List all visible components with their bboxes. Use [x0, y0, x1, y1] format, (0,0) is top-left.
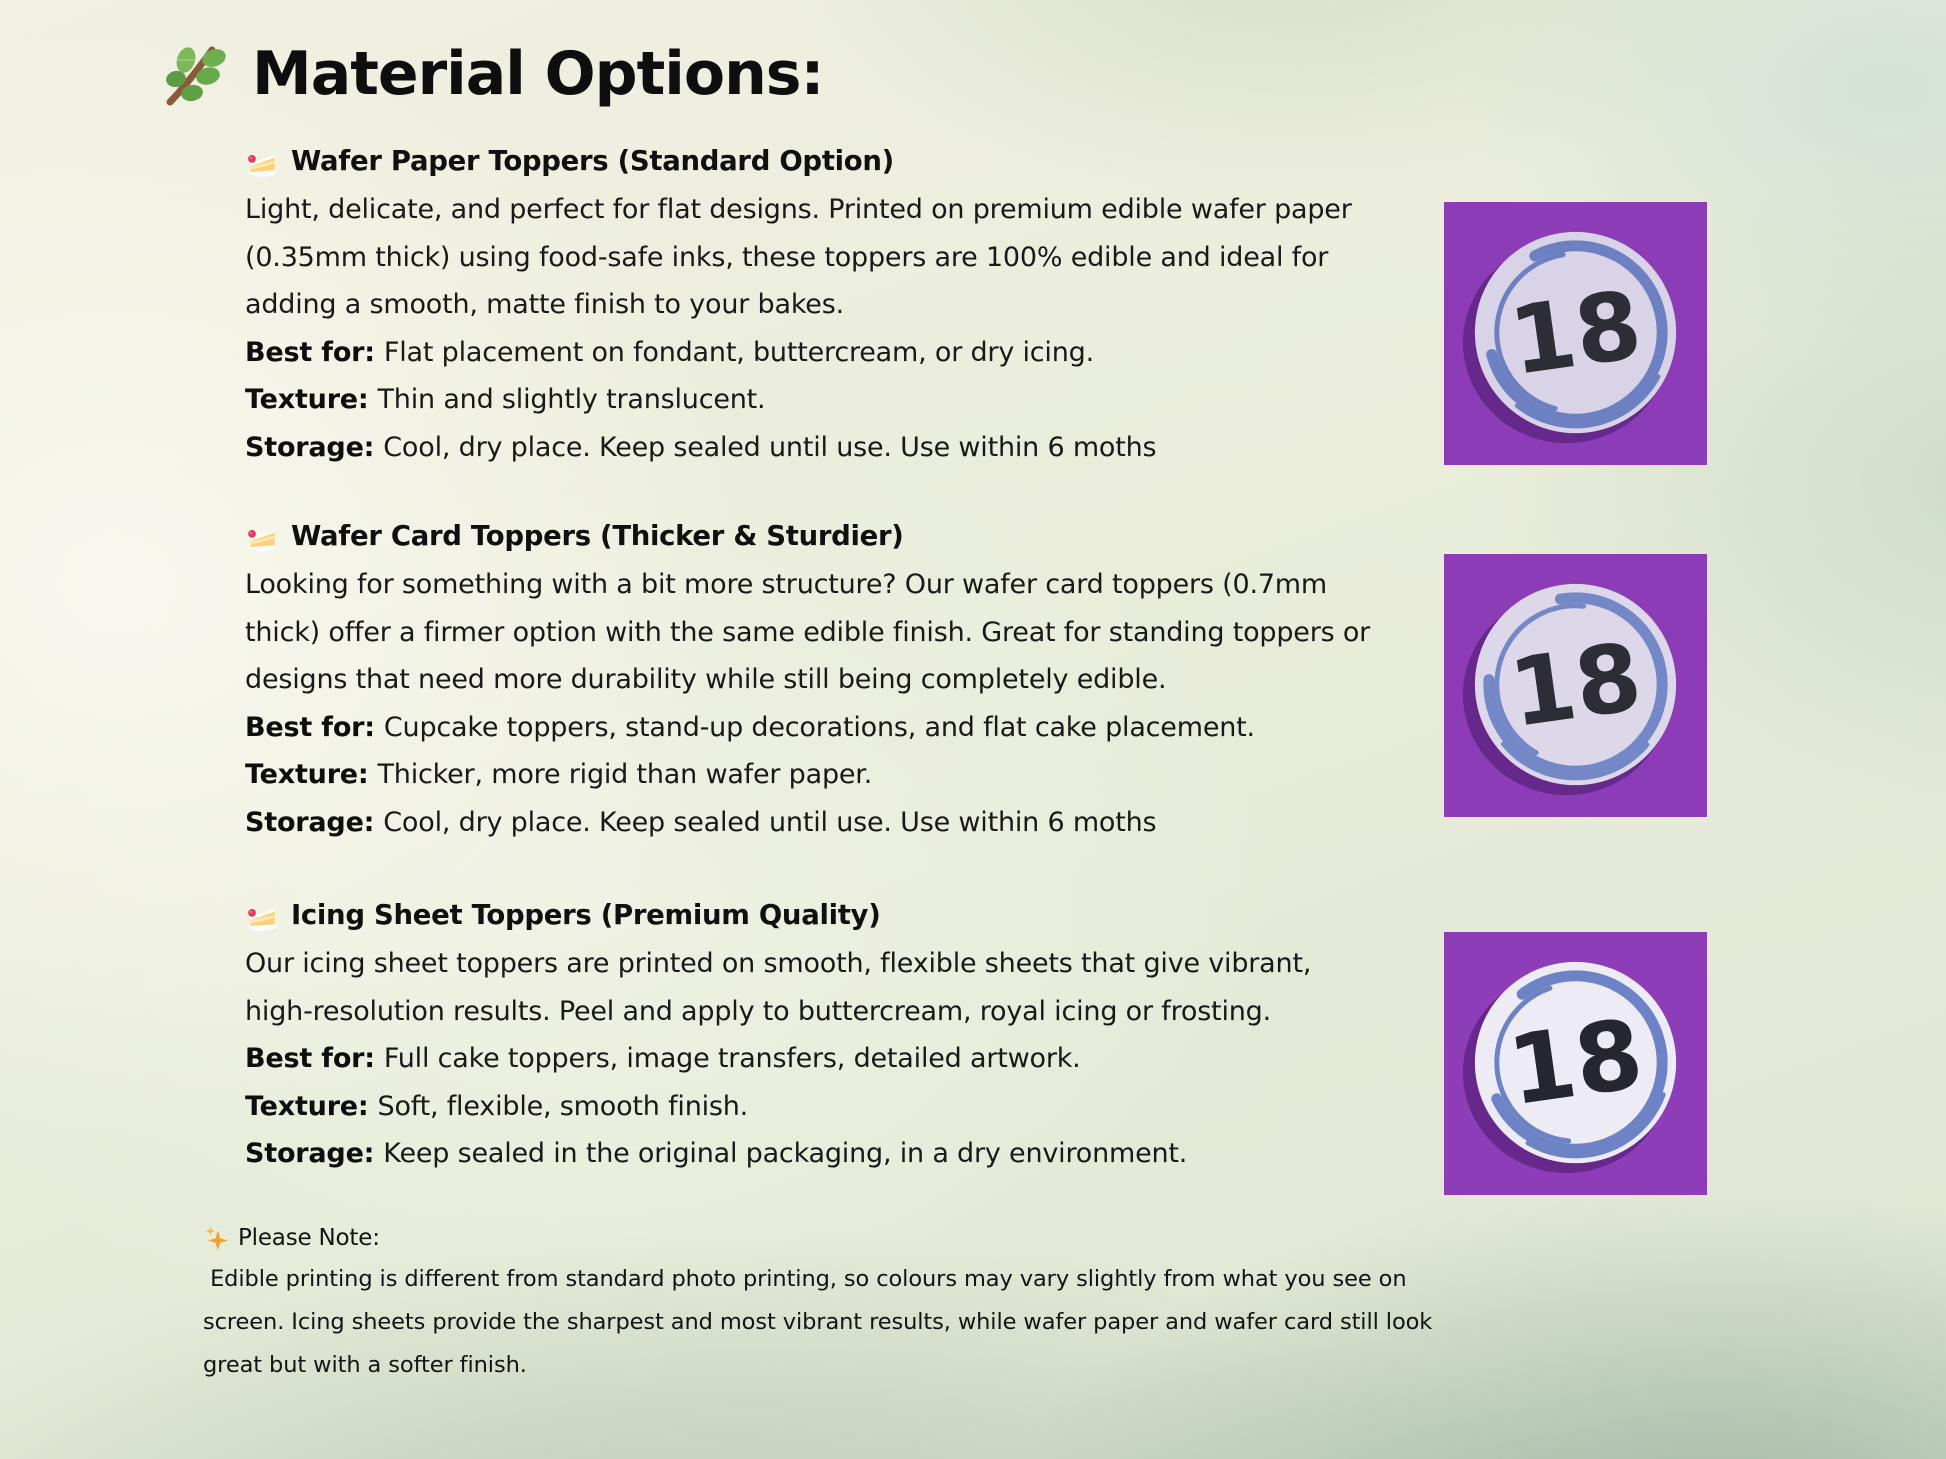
- herb-icon: [156, 38, 228, 110]
- spec-label: Best for:: [245, 711, 375, 743]
- spec-label: Best for:: [245, 1043, 375, 1074]
- note-title: Please Note:: [238, 1225, 380, 1251]
- spec-label: Storage:: [245, 806, 375, 838]
- page-header: [156, 38, 824, 110]
- section-icing-sheet: [245, 894, 1385, 1178]
- topper-number: 18: [1503, 270, 1648, 397]
- section-wafer-card: [245, 515, 1385, 846]
- product-photo-wafer-card: [1444, 554, 1707, 817]
- spec-storage: [245, 1130, 1385, 1178]
- section-heading-row: [245, 140, 1385, 182]
- spec-label: Best for:: [245, 336, 375, 368]
- note-block: [203, 1222, 1458, 1387]
- spec-label: Texture:: [245, 759, 369, 790]
- spec-storage: [245, 799, 1385, 847]
- spec-value: Soft, flexible, smooth finish.: [377, 1090, 749, 1122]
- page-title: Material Options:: [252, 39, 824, 109]
- shortcake-icon: [245, 144, 280, 179]
- spec-best-for: [245, 329, 1385, 377]
- spec-storage: [245, 424, 1385, 472]
- spec-value: Cool, dry place. Keep sealed until use. Use within 6 moths: [383, 431, 1157, 463]
- spec-value: Thin and slightly translucent.: [377, 384, 766, 415]
- section-heading-row: [245, 515, 1385, 557]
- spec-best-for: [245, 704, 1385, 752]
- product-photo-wafer-paper: [1444, 202, 1707, 465]
- topper-number: 18: [1503, 622, 1648, 749]
- spec-label: Storage:: [245, 431, 375, 463]
- section-description: Looking for something with a bit more structure? Our wafer card toppers (0.7mm thick) offer a firmer option with the same edible finish. Great for standing toppers or designs that need more durability while still being completely edible.: [245, 569, 1371, 695]
- spec-value: Keep sealed in the original packaging, in a dry environment.: [383, 1138, 1188, 1169]
- spec-label: Texture:: [245, 1090, 369, 1122]
- spec-label: Texture:: [245, 384, 369, 415]
- spec-value: Cool, dry place. Keep sealed until use. Use within 6 moths: [383, 806, 1157, 838]
- note-text: Edible printing is different from standard photo printing, so colours may vary slightly from what you see on screen. Icing sheets provide the sharpest and most vibrant results, while wafer paper and wafer card still look great but with a softer finish.: [203, 1266, 1440, 1378]
- spec-label: Storage:: [245, 1138, 375, 1169]
- spec-value: Thicker, more rigid than wafer paper.: [377, 759, 873, 790]
- product-photo-icing-sheet: [1444, 932, 1707, 1195]
- spec-best-for: [245, 1035, 1385, 1083]
- section-heading-row: [245, 894, 1385, 936]
- section-description: Our icing sheet toppers are printed on smooth, flexible sheets that give vibrant, high-resolution results. Peel and apply to buttercream, royal icing or frosting.: [245, 948, 1312, 1027]
- shortcake-icon: [245, 519, 280, 554]
- spec-texture: [245, 376, 1385, 424]
- section-title: Wafer Card Toppers (Thicker & Sturdier): [291, 520, 904, 552]
- spec-value: Flat placement on fondant, buttercream, or dry icing.: [383, 336, 1094, 368]
- section-description: Light, delicate, and perfect for flat designs. Printed on premium edible wafer paper (0.35mm thick) using food-safe inks, these toppers are 100% edible and ideal for adding a smooth, matte finish to your bakes.: [245, 194, 1352, 320]
- note-heading-row: [203, 1222, 1458, 1254]
- sparkles-icon: [203, 1225, 230, 1252]
- section-title: Icing Sheet Toppers (Premium Quality): [291, 899, 881, 931]
- section-wafer-paper: [245, 140, 1385, 471]
- spec-texture: [245, 1083, 1385, 1131]
- spec-value: Full cake toppers, image transfers, detailed artwork.: [383, 1043, 1081, 1074]
- shortcake-icon: [245, 898, 280, 933]
- topper-number: 18: [1501, 997, 1650, 1128]
- spec-texture: [245, 751, 1385, 799]
- section-title: Wafer Paper Toppers (Standard Option): [291, 145, 894, 177]
- spec-value: Cupcake toppers, stand-up decorations, and flat cake placement.: [383, 711, 1255, 743]
